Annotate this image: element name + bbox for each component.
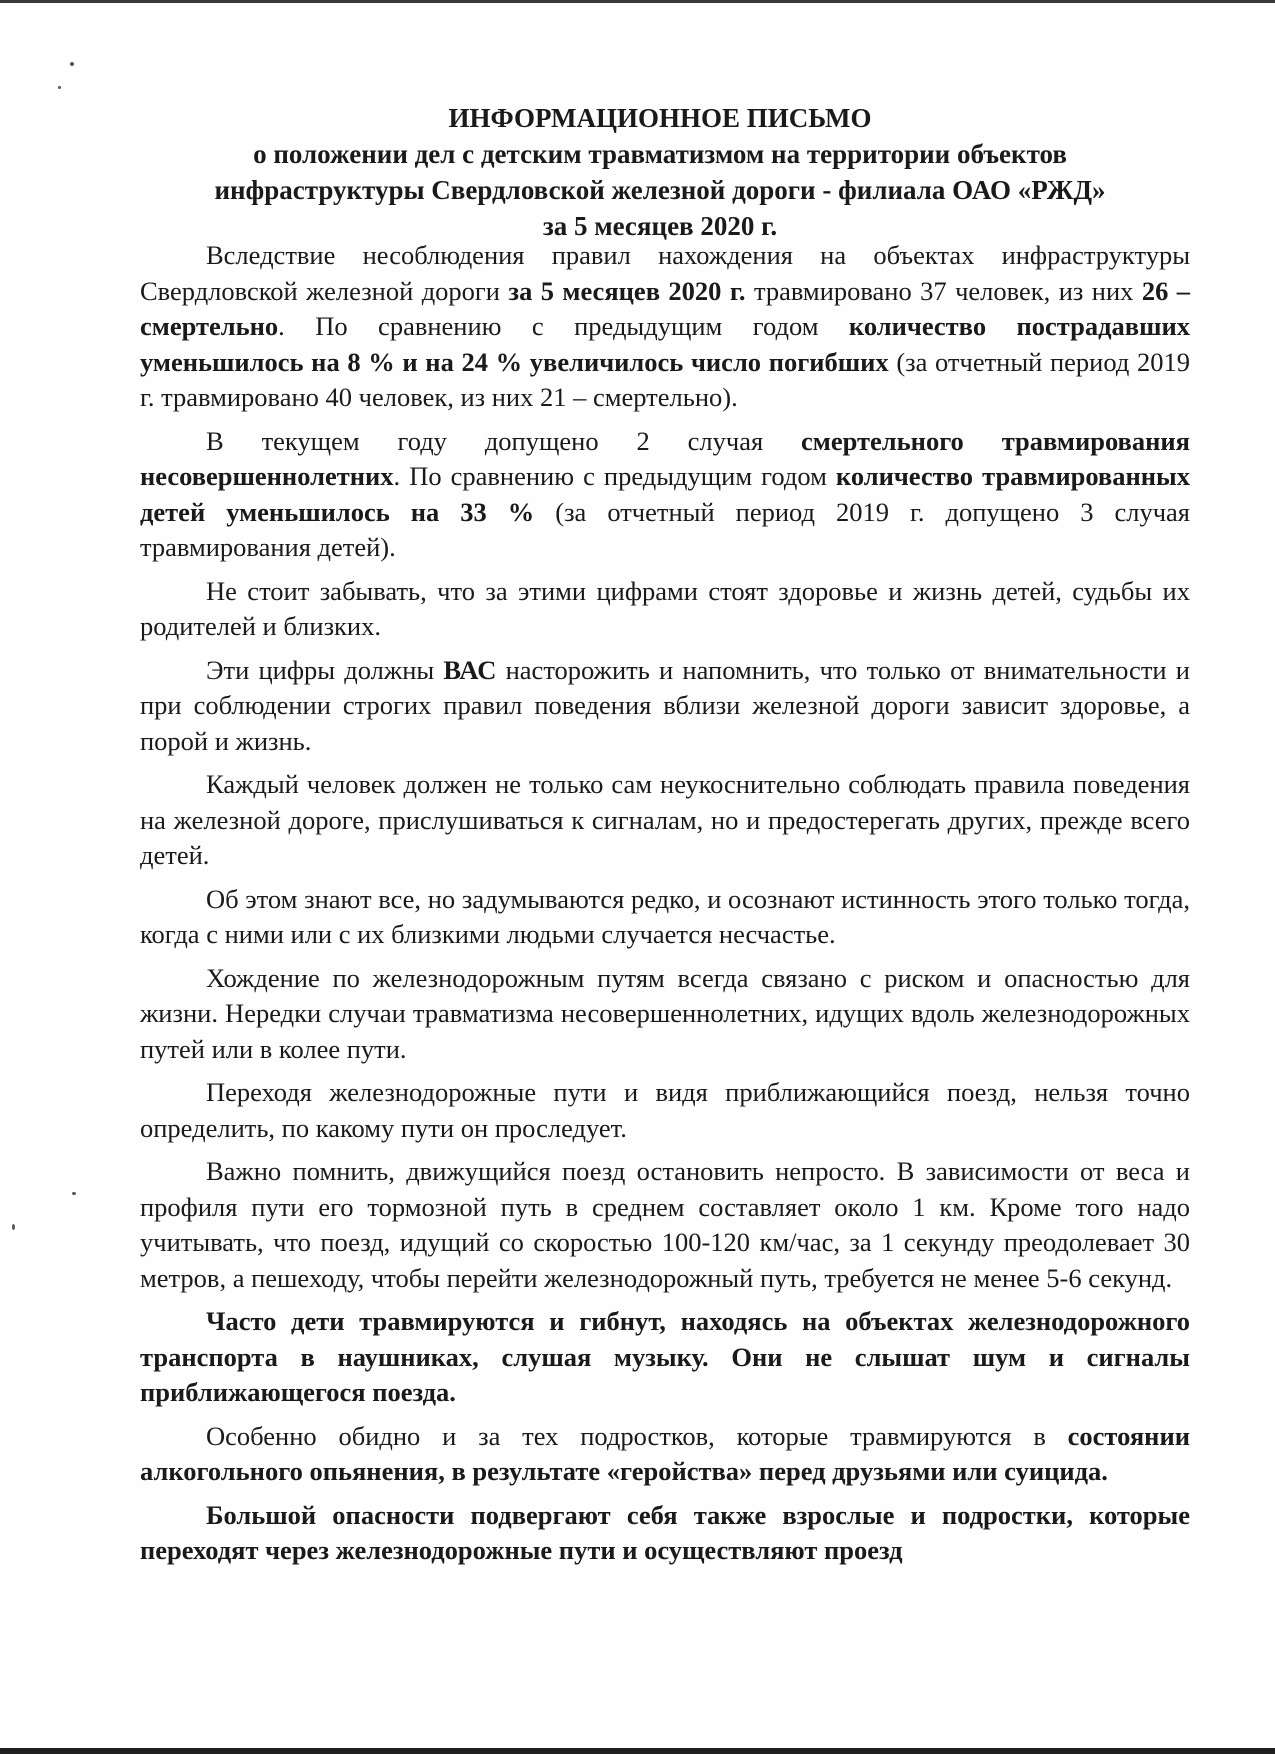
bold-text: за 5 месяцев 2020 г. <box>508 275 746 306</box>
text-span: . По сравнению с предыдущим годом <box>278 311 849 341</box>
paragraph-danger: Большой опасности подвергают себя также взрослые и подростки, которые переходят через железнодорожные пути и осуществляют проезд <box>140 1499 1190 1565</box>
paragraph-reminder: Не стоит забывать, что за этими цифрами стоят здоровье и жизнь детей, судьбы их родителей и близких. <box>140 575 1190 641</box>
text-span: В текущем году допущено 2 случая <box>206 425 802 456</box>
paragraph-intoxication <box>140 1419 1190 1490</box>
text-span: . По сравнению с предыдущим годом <box>393 461 836 491</box>
text-span: (за отчетный период 2019 г. травмировано 40 человек, из них 21 – смертельно). <box>140 346 1190 412</box>
paragraph-rules: Каждый человек должен не только сам неукоснительно соблюдать правила поведения на железной дороге, прислушиваться к сигналам, но и предостерегать других, прежде всего детей. <box>140 769 1190 870</box>
scan-top-edge <box>0 0 1275 3</box>
bold-text: количество травмированных детей уменьшилось на 33 % <box>140 461 1190 527</box>
scan-speck <box>58 86 61 89</box>
text-span: Эти цифры должны <box>206 654 444 685</box>
text-span: Вследствие несоблюдения правил нахождения на объектах инфраструктуры Свердловской железной дороги <box>140 240 1190 306</box>
paragraph-attention <box>140 653 1190 760</box>
text-span: (за отчетный период 2019 г. допущено 3 случая травмирования детей). <box>140 496 1190 562</box>
scan-bottom-edge <box>0 1748 1275 1754</box>
document-period: за 5 месяцев 2020 г. <box>542 211 778 241</box>
paragraph-minors <box>140 424 1190 566</box>
paragraph-braking: Важно помнить, движущийся поезд остановить непросто. В зависимости от веса и профиля пути его тормозной путь в среднем составляет около 1 км. Кроме того надо учитывать, что поезд, идущий со скоростью 100-120 км/час, за 1 секунду преодолевает 30 метров, а пешеходу, чтобы перейти железнодорожный путь, требуется не менее 5-6 секунд. <box>140 1156 1190 1293</box>
text-span: травмировано 37 человек, из них <box>745 275 1142 306</box>
bold-text: 26 – смертельно <box>140 275 1191 341</box>
bold-text: смертельного травмирования несовершеннолетних <box>140 425 1190 491</box>
text-span: насторожить и напомнить, что только от внимательности и при соблюдении строгих правил поведения вблизи железной дороги зависит здоровье, а порой и жизнь. <box>140 654 1190 756</box>
scan-speck <box>70 62 74 66</box>
bold-text: ВАС <box>443 654 497 685</box>
paragraph-crossing: Переходя железнодорожные пути и видя приближающийся поезд, нельзя точно определить, по какому пути он проследует. <box>140 1077 1190 1143</box>
scan-speck <box>72 1192 76 1195</box>
paragraph-statistics <box>140 238 1190 416</box>
paragraph-headphones: Часто дети травмируются и гибнут, находясь на объектах железнодорожного транспорта в наушниках, слушая музыку. Они не слышат шум и сигналы приближающегося поезда. <box>140 1306 1190 1407</box>
paragraph-awareness: Об этом знают все, но задумываются редко, и осознают истинность этого только тогда, когда с ними или с их близкими людьми случается несчастье. <box>140 883 1190 949</box>
text-span: Особенно обидно и за тех подростков, которые травмируются в <box>206 1420 1068 1451</box>
letter-heading <box>160 100 1160 244</box>
document-title: ИНФОРМАЦИОННОЕ ПИСЬМО <box>448 103 872 133</box>
letter-body <box>140 238 1190 1577</box>
scan-speck <box>12 1224 15 1230</box>
paragraph-walking: Хождение по железнодорожным путям всегда связано с риском и опасностью для жизни. Нередки случаи травматизма несовершеннолетних, идущих вдоль железнодорожных путей или в колее пути. <box>140 962 1190 1064</box>
bold-text: состоянии алкогольного опьянения, в результате «геройства» перед друзьями или суицида. <box>140 1420 1190 1486</box>
document-subtitle-line-2: инфраструктуры Свердловской железной дороги - филиала ОАО «РЖД» <box>214 175 1106 205</box>
bold-text: количество пострадавших уменьшилось на 8 % и на 24 % увеличилось число погибших <box>140 311 1190 377</box>
document-subtitle-line-1: о положении дел с детским травматизмом на территории объектов <box>253 139 1067 169</box>
